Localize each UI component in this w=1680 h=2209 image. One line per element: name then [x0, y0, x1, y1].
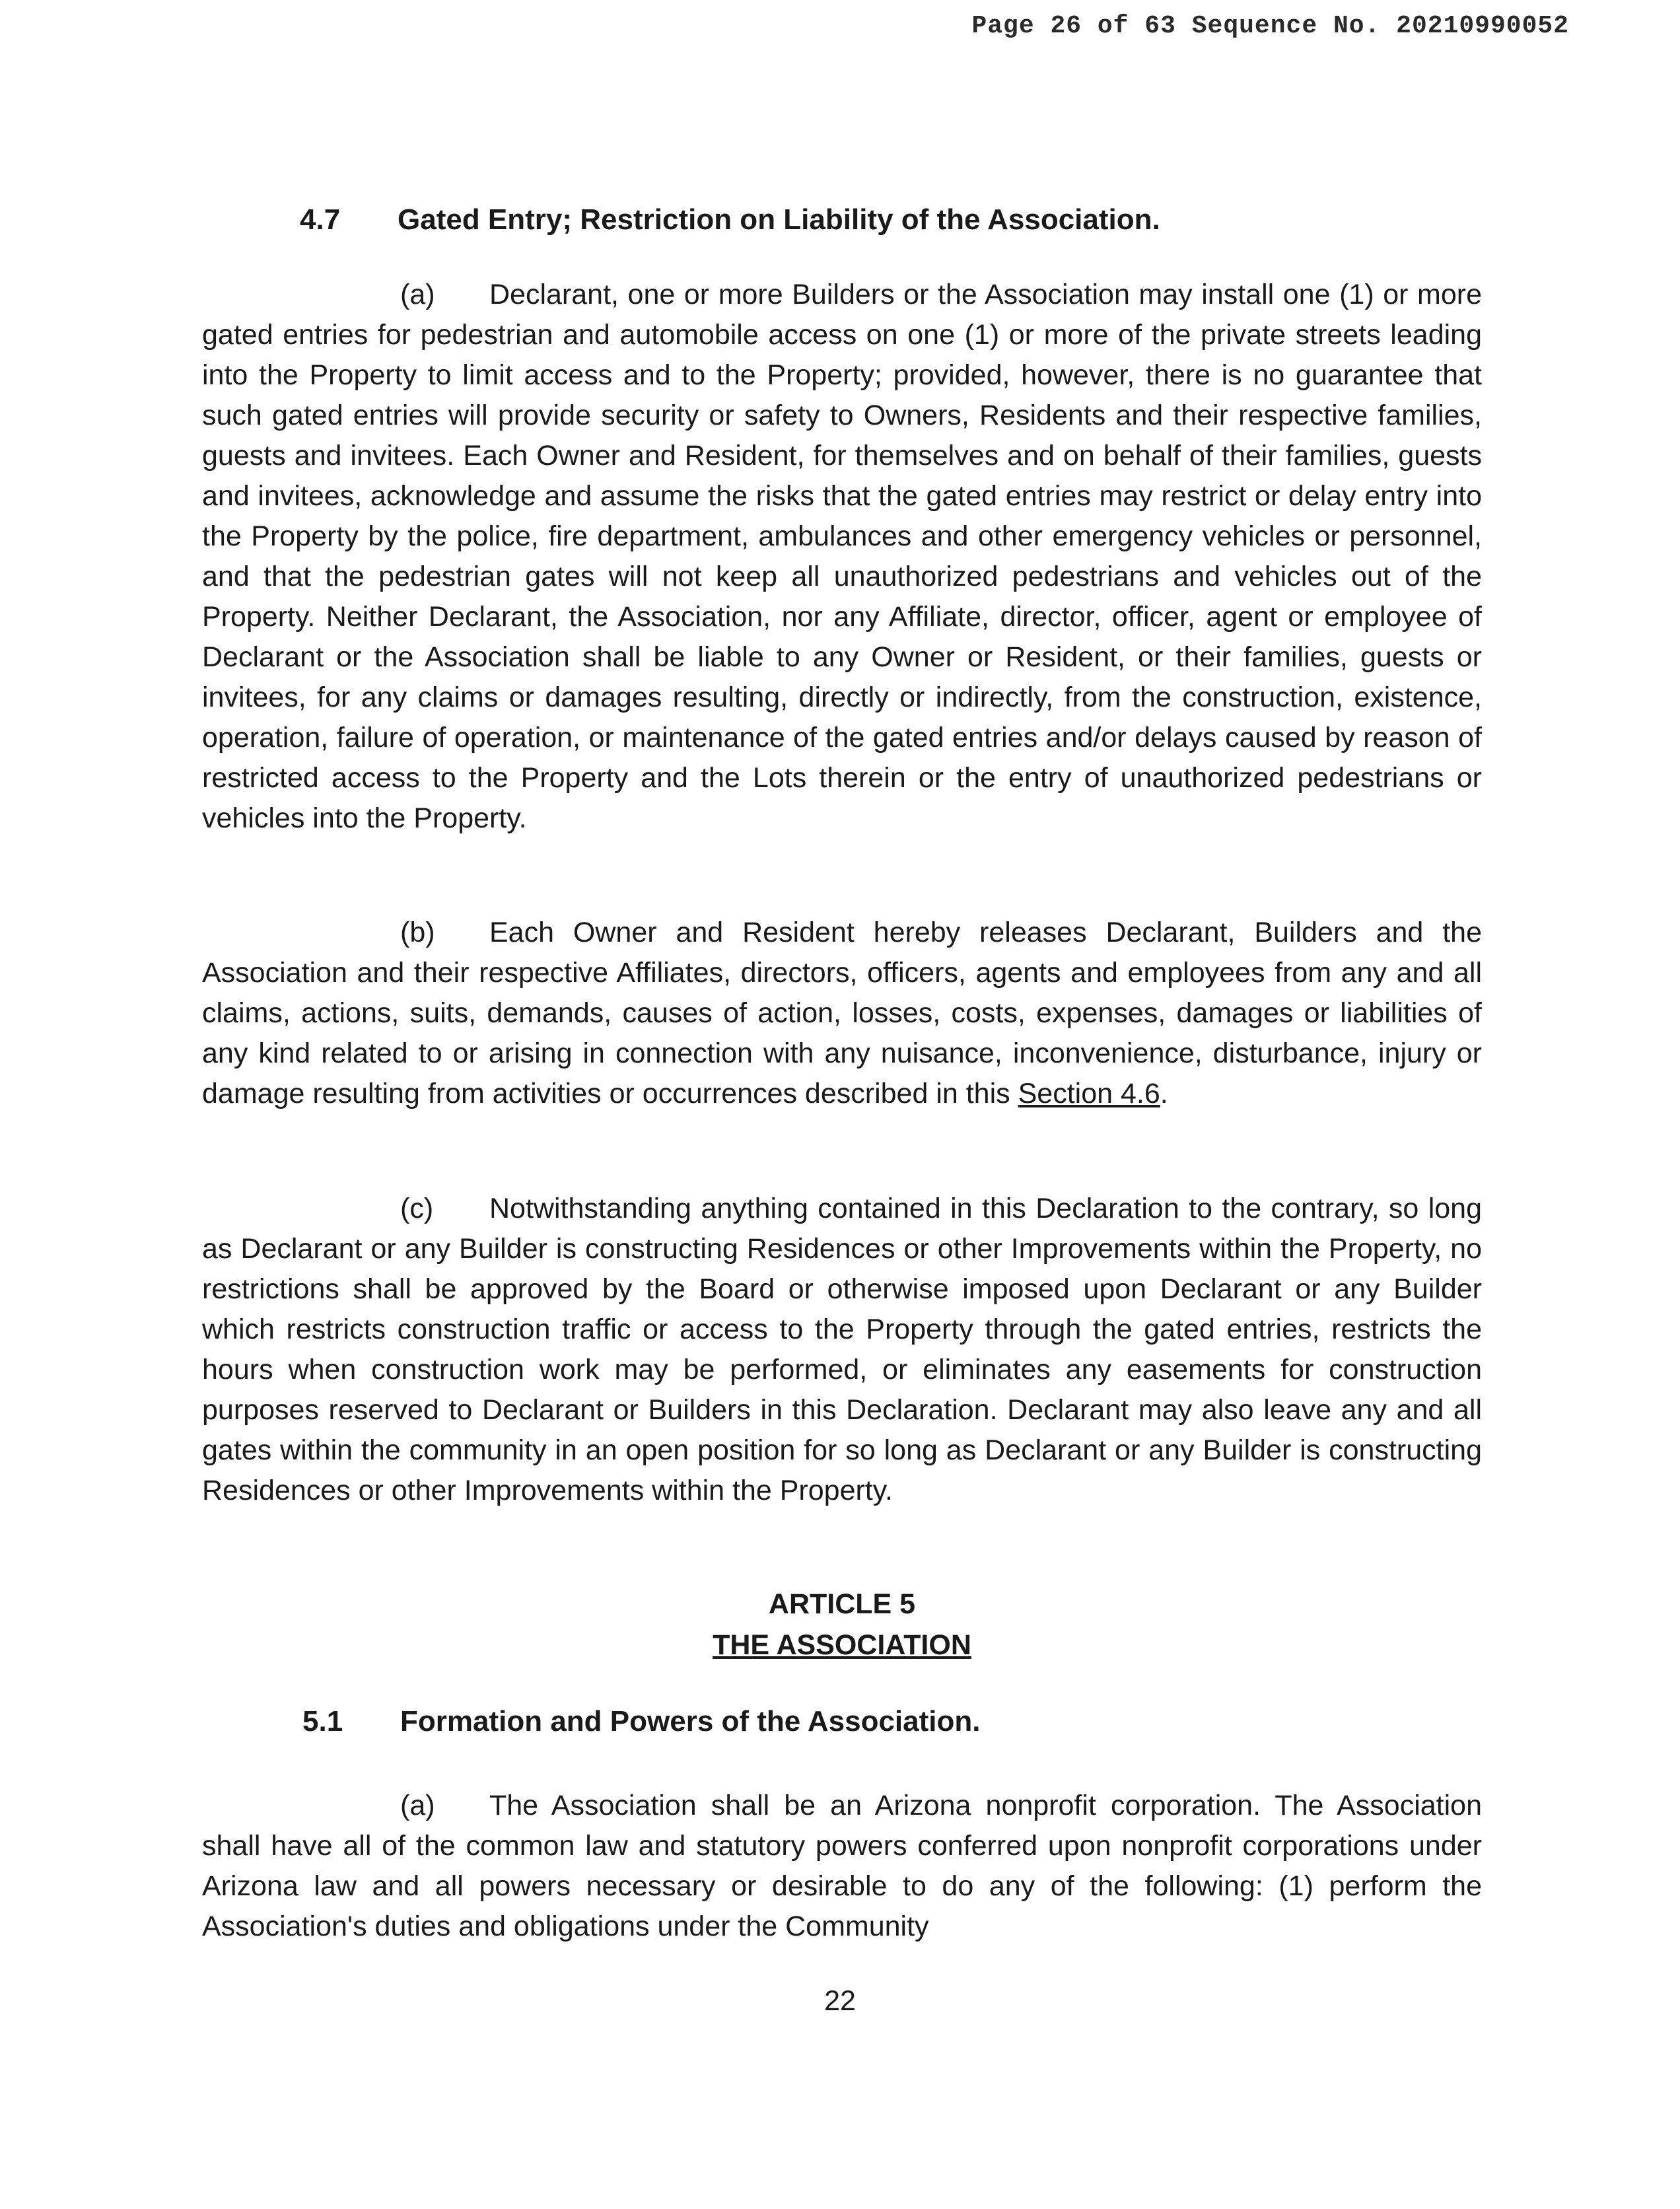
page-number: 22	[824, 1985, 856, 2017]
paragraph-text: Notwithstanding anything contained in this Declaration to the contrary, so long as Declarant or any Builder is constructing Residences or other Improvements within the Property, no restrictions shall be approved by the Board or otherwise imposed upon Declarant or any Builder which restricts construction traffic or access to the Property through the gated entries, restricts the hours when construction work may be performed, or eliminates any easements for construction purposes reserved to Declarant or Builders in this Declaration. Declarant may also leave any and all gates within the community in an open position for so long as Declarant or any Builder is constructing Residences or other Improvements within the Property.	[202, 1193, 1482, 1506]
section-reference-link[interactable]: Section 4.6	[1018, 1078, 1160, 1109]
section-4-7-para-b	[202, 913, 1482, 1114]
section-title: Formation and Powers of the Association.	[400, 1705, 981, 1737]
paragraph-label: (a)	[400, 1790, 435, 1821]
paragraph-text: The Association shall be an Arizona nonprofit corporation. The Association shall have all of the common law and statutory powers conferred upon nonprofit corporations under Arizona law and all powers necessary or desirable to do any of the following: (1) perform the Association's duties and obligations under the Community	[202, 1790, 1482, 1942]
section-heading-4-7	[300, 203, 1160, 236]
article-number: ARTICLE 5	[768, 1588, 916, 1620]
paragraph-label: (b)	[400, 917, 435, 948]
section-4-7-para-c	[202, 1189, 1482, 1511]
paragraph-label: (c)	[400, 1193, 434, 1224]
paragraph-text: Each Owner and Resident hereby releases Declarant, Builders and the Association and their respective Affiliates, directors, officers, agents and employees from any and all claims, actions, suits, demands, causes of action, losses, costs, expenses, damages or liabilities of any kind related to or arising in connection with any nuisance, inconvenience, disturbance, injury or damage resulting from activities or occurrences described in this	[202, 917, 1482, 1109]
paragraph-label: (a)	[400, 279, 435, 310]
section-4-7-para-a	[202, 275, 1482, 839]
section-title: Gated Entry; Restriction on Liability of the Association.	[398, 203, 1160, 236]
paragraph-text: Declarant, one or more Builders or the Association may install one (1) or more gated entries for pedestrian and automobile access on one (1) or more of the private streets leading into the Property to limit access and to the Property; provided, however, there is no guarantee that such gated entries will provide security or safety to Owners, Residents and their respective families, guests and invitees. Each Owner and Resident, for themselves and on behalf of their families, guests and invitees, acknowledge and assume the risks that the gated entries may restrict or delay entry into the Property by the police, fire department, ambulances and other emergency vehicles or personnel, and that the pedestrian gates will not keep all unauthorized pedestrians and vehicles out of the Property. Neither Declarant, the Association, nor any Affiliate, director, officer, agent or employee of Declarant or the Association shall be liable to any Owner or Resident, or their families, guests or invitees, for any claims or damages resulting, directly or indirectly, from the construction, existence, operation, failure of operation, or maintenance of the gated entries and/or delays caused by reason of restricted access to the Property and the Lots therein or the entry of unauthorized pedestrians or vehicles into the Property.	[202, 279, 1482, 834]
article-title: THE ASSOCIATION	[713, 1629, 971, 1661]
section-number: 5.1	[302, 1705, 343, 1737]
page-header: Page 26 of 63 Sequence No. 20210990052	[971, 12, 1569, 40]
section-5-1-para-a	[202, 1786, 1482, 1947]
article-heading	[202, 1584, 1482, 1666]
section-number: 4.7	[300, 203, 341, 236]
section-heading-5-1	[302, 1705, 980, 1738]
paragraph-end: .	[1160, 1078, 1168, 1109]
